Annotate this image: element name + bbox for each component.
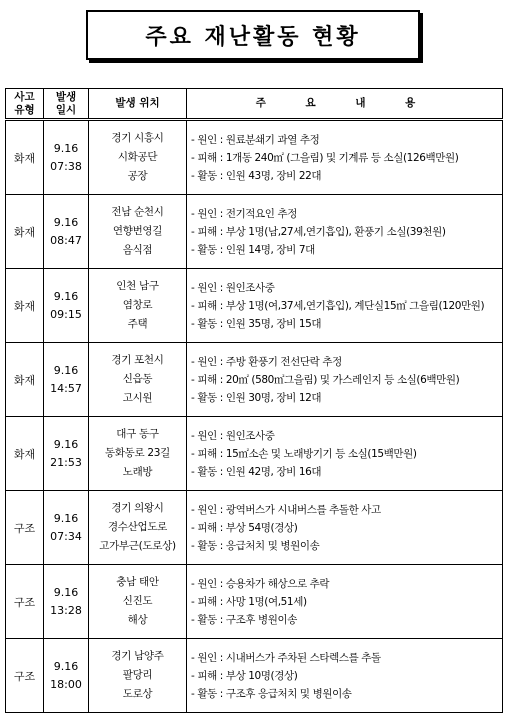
cause-line: - 원인 : 승용차가 해상으로 추락 xyxy=(191,577,330,590)
table-row xyxy=(6,195,503,269)
location-line: 신진도 xyxy=(122,595,153,607)
incident-datetime xyxy=(44,120,89,195)
incident-time: 09:15 xyxy=(50,307,82,321)
location-line: 경기 남양주 xyxy=(111,650,164,662)
incident-content xyxy=(187,343,503,417)
location-line: 공장 xyxy=(127,170,148,182)
location-line: 인천 남구 xyxy=(116,280,159,292)
activity-line: - 활동 : 인원 43명, 장비 22대 xyxy=(191,169,322,182)
table-row xyxy=(6,639,503,713)
incident-location xyxy=(89,343,187,417)
table-row xyxy=(6,343,503,417)
header-time: 발생 일시 xyxy=(44,89,89,120)
cause-line: - 원인 : 원료분쇄기 과열 추정 xyxy=(191,133,320,146)
incident-datetime xyxy=(44,343,89,417)
incident-date: 9.16 xyxy=(53,141,79,155)
location-line: 주택 xyxy=(127,318,148,330)
header-type: 사고 유형 xyxy=(6,89,44,120)
disaster-activity-table xyxy=(5,88,503,713)
incident-type: 구조 xyxy=(6,565,44,639)
incident-datetime xyxy=(44,491,89,565)
location-line: 동화동로 23길 xyxy=(104,447,170,459)
incident-time: 07:38 xyxy=(50,159,82,173)
incident-date: 9.16 xyxy=(53,363,79,377)
cause-line: - 원인 : 전기적요인 추정 xyxy=(191,207,297,220)
location-line: 경기 의왕시 xyxy=(111,502,164,514)
incident-time: 07:34 xyxy=(50,529,82,543)
incident-type: 화재 xyxy=(6,269,44,343)
incident-time: 13:28 xyxy=(50,603,82,617)
page-title: 주요 재난활동 현황 xyxy=(86,10,420,60)
table-row xyxy=(6,491,503,565)
incident-location xyxy=(89,269,187,343)
incident-type: 화재 xyxy=(6,343,44,417)
header-location: 발생 위치 xyxy=(89,89,187,120)
location-line: 연향번영길 xyxy=(112,225,163,237)
incident-time: 08:47 xyxy=(50,233,82,247)
damage-line: - 피해 : 부상 1명(여,37세,연기흡입), 계단실15㎡ 그을림(120만원) xyxy=(191,299,485,312)
incident-content xyxy=(187,120,503,195)
incident-content xyxy=(187,639,503,713)
incident-content xyxy=(187,269,503,343)
incident-date: 9.16 xyxy=(53,289,79,303)
activity-line: - 활동 : 응급처치 및 병원이송 xyxy=(191,539,320,552)
location-line: 전남 순천시 xyxy=(111,206,164,218)
incident-type: 화재 xyxy=(6,195,44,269)
incident-location xyxy=(89,120,187,195)
location-line: 경기 시흥시 xyxy=(111,132,164,144)
damage-line: - 피해 : 사망 1명(여,51세) xyxy=(191,595,307,608)
activity-line: - 활동 : 인원 30명, 장비 12대 xyxy=(191,391,322,404)
location-line: 충남 태안 xyxy=(116,576,159,588)
location-line: 노래방 xyxy=(122,466,153,478)
location-line: 염창로 xyxy=(122,299,153,311)
header-content: 주 요 내 용 xyxy=(187,89,503,120)
incident-datetime xyxy=(44,417,89,491)
damage-line: - 피해 : 1개동 240㎡ (그을림) 및 기계류 등 소실(126백만원) xyxy=(191,151,459,164)
table-row xyxy=(6,417,503,491)
location-line: 고시원 xyxy=(122,392,153,404)
incident-content xyxy=(187,417,503,491)
incident-time: 14:57 xyxy=(50,381,82,395)
location-line: 음식점 xyxy=(122,244,153,256)
damage-line: - 피해 : 부상 54명(경상) xyxy=(191,521,298,534)
table-row xyxy=(6,565,503,639)
damage-line: - 피해 : 20㎡ (580㎡그을림) 및 가스레인지 등 소실(6백만원) xyxy=(191,373,460,386)
incident-type: 화재 xyxy=(6,417,44,491)
activity-line: - 활동 : 구조후 병원이송 xyxy=(191,613,297,626)
incident-date: 9.16 xyxy=(53,215,79,229)
location-line: 경기 포천시 xyxy=(111,354,164,366)
location-line: 고가부근(도로상) xyxy=(99,540,176,552)
incident-date: 9.16 xyxy=(53,659,79,673)
location-line: 도로상 xyxy=(122,688,153,700)
incident-content xyxy=(187,565,503,639)
cause-line: - 원인 : 원인조사중 xyxy=(191,429,275,442)
activity-line: - 활동 : 인원 14명, 장비 7대 xyxy=(191,243,315,256)
incident-date: 9.16 xyxy=(53,511,79,525)
cause-line: - 원인 : 원인조사중 xyxy=(191,281,275,294)
location-line: 해상 xyxy=(127,614,148,626)
location-line: 팔당리 xyxy=(122,669,153,681)
incident-location xyxy=(89,639,187,713)
activity-line: - 활동 : 인원 42명, 장비 16대 xyxy=(191,465,322,478)
location-line: 시화공단 xyxy=(117,151,158,163)
activity-line: - 활동 : 인원 35명, 장비 15대 xyxy=(191,317,322,330)
incident-datetime xyxy=(44,565,89,639)
cause-line: - 원인 : 주방 환풍기 전선단락 추정 xyxy=(191,355,342,368)
incident-type: 구조 xyxy=(6,639,44,713)
cause-line: - 원인 : 시내버스가 주차된 스타렉스를 추돌 xyxy=(191,651,381,664)
incident-location xyxy=(89,417,187,491)
incident-location xyxy=(89,195,187,269)
incident-location xyxy=(89,565,187,639)
damage-line: - 피해 : 부상 10명(경상) xyxy=(191,669,298,682)
incident-date: 9.16 xyxy=(53,585,79,599)
incident-time: 21:53 xyxy=(50,455,82,469)
location-line: 신읍동 xyxy=(122,373,153,385)
table-row xyxy=(6,269,503,343)
incident-date: 9.16 xyxy=(53,437,79,451)
incident-time: 18:00 xyxy=(50,677,82,691)
damage-line: - 피해 : 15㎡소손 및 노래방기기 등 소실(15백만원) xyxy=(191,447,417,460)
incident-content xyxy=(187,195,503,269)
incident-datetime xyxy=(44,639,89,713)
incident-type: 구조 xyxy=(6,491,44,565)
incident-content xyxy=(187,491,503,565)
location-line: 대구 동구 xyxy=(116,428,159,440)
table-header-row xyxy=(6,89,503,120)
incident-datetime xyxy=(44,269,89,343)
table-row xyxy=(6,120,503,195)
incident-type: 화재 xyxy=(6,120,44,195)
incident-location xyxy=(89,491,187,565)
location-line: 경수산업도로 xyxy=(107,521,168,533)
cause-line: - 원인 : 광역버스가 시내버스를 추돌한 사고 xyxy=(191,503,381,516)
incident-datetime xyxy=(44,195,89,269)
damage-line: - 피해 : 부상 1명(남,27세,연기흡입), 환풍기 소실(39천원) xyxy=(191,225,446,238)
activity-line: - 활동 : 구조후 응급처치 및 병원이송 xyxy=(191,687,352,700)
